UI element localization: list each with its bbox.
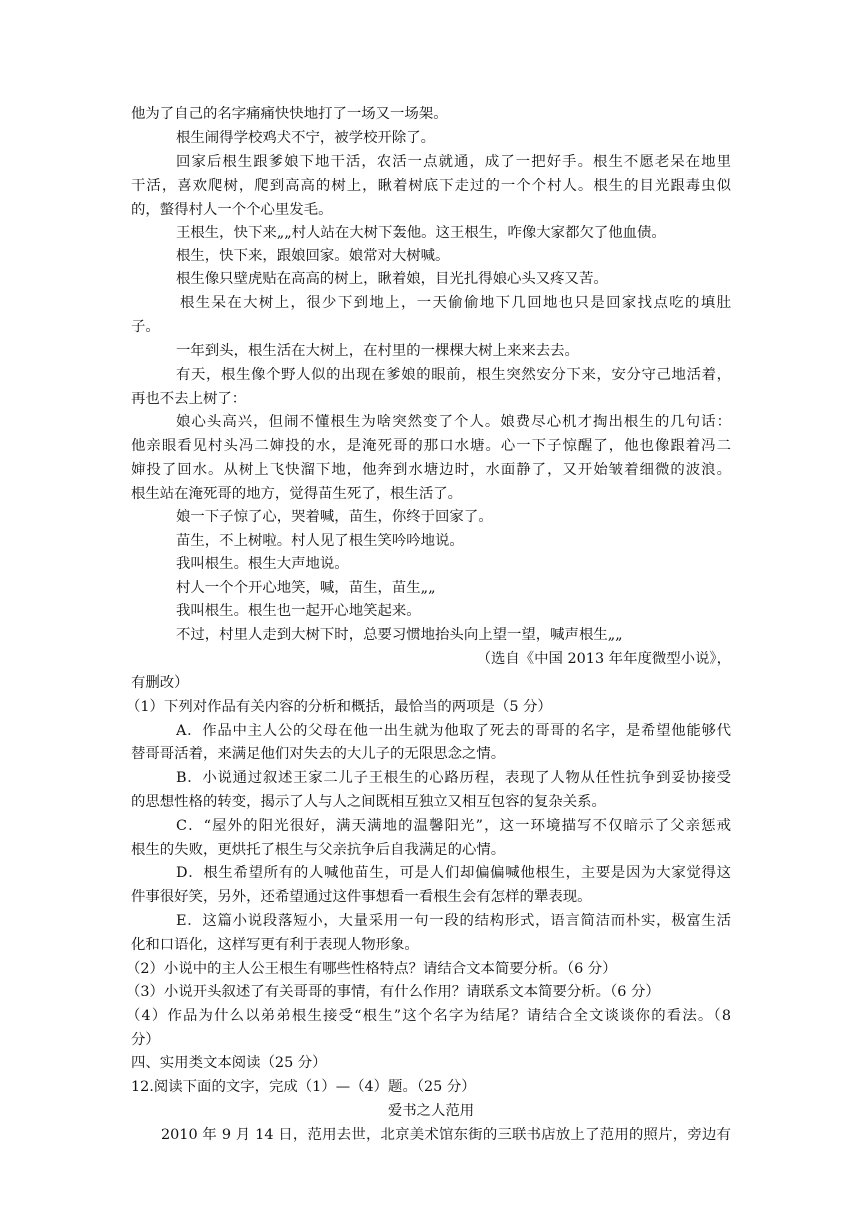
text-line: 2010 年 9 月 14 日，范用去世，北京美术馆东街的三联书店放上了范用的照片，旁边有 xyxy=(161,1127,731,1143)
option-c: C．“屋外的阳光很好，满天满地的温馨阳光”，这一环境描写不仅暗示了父亲惩戒 xyxy=(176,818,731,834)
text-line: 的，螫得村人一个个心里发毛。 xyxy=(131,202,333,218)
text-line: 替哥哥活着，来满足他们对失去的大儿子的无限思念之情。 xyxy=(131,746,506,762)
option-a: A．作品中主人公的父母在他一出生就为他取了死去的哥哥的名字，是希望他能够代 xyxy=(176,723,731,739)
text-line: 苗生，不上树啦。村人见了根生笑吟吟地说。 xyxy=(176,533,464,549)
text-line: 根生的失败，更烘托了根生与父亲抗争后自我满足的心情。 xyxy=(131,842,506,858)
text-line: 王根生，快下来„„村人站在大树下轰他。这王根生，咋像大家都欠了他血债。 xyxy=(176,225,666,241)
question-4: （4）作品为什么以弟弟根生接受“根生”这个名字为结尾？请结合全文谈谈你的看法。（8 xyxy=(126,1008,731,1024)
text-line: 根生闹得学校鸡犬不宁，被学校开除了。 xyxy=(176,130,436,146)
question-12: 12.阅读下面的文字，完成（1）—（4）题。（25 分） xyxy=(131,1079,476,1095)
text-line: 不过，村里人走到大树下时，总要习惯地抬头向上望一望，喊声根生„„ xyxy=(176,627,623,643)
text-line: 我叫根生。根生大声地说。 xyxy=(176,556,349,572)
option-e: E．这篇小说段落短小，大量采用一句一段的结构形式，语言简洁而朴实，极富生活 xyxy=(176,913,731,929)
text-line: 娘一下子惊了心，哭着喊，苗生，你终于回家了。 xyxy=(176,509,493,525)
text-line: 有删改） xyxy=(131,675,189,691)
text-line: 回家后根生跟爹娘下地干活，农活一点就通，成了一把好手。根生不愿老呆在地里 xyxy=(176,154,731,170)
option-d: D．根生希望所有的人喊他苗生，可是人们却偏偏喊他根生，主要是因为大家觉得这 xyxy=(176,865,731,881)
text-line: 我叫根生。根生也一起开心地笑起来。 xyxy=(176,603,421,619)
text-line: 化和口语化，这样写更有利于表现人物形象。 xyxy=(131,937,419,953)
text-line: 村人一个个开心地笑，喊，苗生，苗生„„ xyxy=(176,580,436,596)
article-title: 爱书之人范用 xyxy=(387,1103,475,1119)
text-line: 件事很好笑，另外，还希望通过这件事想看一看根生会有怎样的犟表现。 xyxy=(131,889,592,905)
text-line: 有天，根生像个野人似的出现在爹娘的眼前，根生突然安分下来，安分守己地活着， xyxy=(176,367,731,383)
question-1: （1）下列对作品有关内容的分析和概括，最恰当的两项是（5 分） xyxy=(126,699,552,715)
text-line: 分） xyxy=(131,1032,160,1048)
question-2: （2）小说中的主人公王根生有哪些性格特点？请结合文本简要分析。（6 分） xyxy=(126,961,617,977)
text-line: 根生像只壁虎贴在高高的树上，瞅着娘，目光扎得娘心头又疼又苦。 xyxy=(176,271,608,287)
text-line: 根生站在淹死哥的地方，觉得苗生死了，根生活了。 xyxy=(131,486,462,502)
option-b: B．小说通过叙述王家二儿子王根生的心路历程，表现了人物从任性抗争到妥协接受 xyxy=(176,770,731,786)
text-line: 一年到头，根生活在大树上，在村里的一棵棵大树上来来去去。 xyxy=(176,343,579,359)
text-line: 干活，喜欢爬树，爬到高高的树上，瞅着树底下走过的一个个村人。根生的目光跟毒虫似 xyxy=(131,178,731,194)
text-line: 婶投了回水。从树上飞快溜下地，他奔到水塘边时，水面静了，又开始皱着细微的波浪。 xyxy=(131,462,731,478)
text-line: 他亲眼看见村头冯二婶投的水，是淹死哥的那口水塘。心一下子惊醒了，他也像跟着冯二 xyxy=(131,438,731,454)
source-citation: （选自《中国 2013 年年度微型小说》， xyxy=(476,651,731,667)
section-heading: 四、实用类文本阅读（25 分） xyxy=(131,1055,327,1071)
text-line: 娘心头高兴，但闹不懂根生为啥突然变了个人。娘费尽心机才掏出根生的几句话： xyxy=(176,414,731,430)
text-line: 的思想性格的转变，揭示了人与人之间既相互独立又相互包容的复杂关系。 xyxy=(131,794,606,810)
text-line: 他为了自己的名字痛痛快快地打了一场又一场架。 xyxy=(131,106,448,122)
text-line: 根生呆在大树上，很少下到地上，一天偷偷地下几回地也只是回家找点吃的填肚 xyxy=(180,295,731,311)
text-line: 再也不去上树了： xyxy=(131,391,247,407)
text-line: 子。 xyxy=(131,319,160,335)
text-line: 根生，快下来，跟娘回家。娘常对大树喊。 xyxy=(176,248,450,264)
question-3: （3）小说开头叙述了有关哥哥的事情，有什么作用？请联系文本简要分析。（6 分） xyxy=(126,984,660,1000)
